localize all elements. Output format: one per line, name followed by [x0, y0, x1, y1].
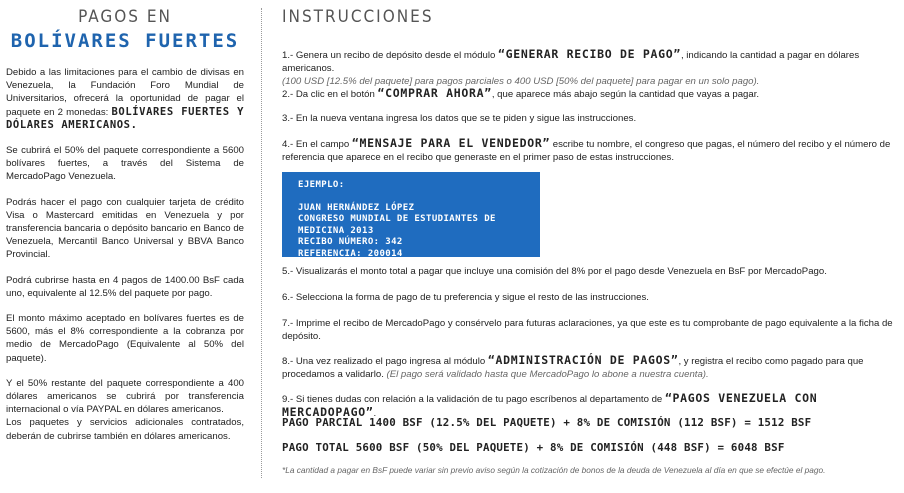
example-line-receipt: RECIBO NÚMERO: 342 — [298, 237, 403, 247]
left-title-main: BOLÍVARES FUERTES — [10, 30, 240, 52]
example-heading: EJEMPLO: — [298, 180, 345, 190]
step-2-text-b: , que aparece más abajo según la cantidad que vayas a pagar. — [491, 89, 760, 100]
left-paragraph-5: El monto máximo aceptado en bolívares fuertes es de 5600, más el 8% correspondiente a la cobranza por medio de MercadoPago (Equivalente al 50% del paquete). — [6, 313, 244, 364]
step-1-text-a: 1.- Genera un recibo de depósito desde el módulo — [282, 50, 498, 61]
left-title-top: PAGOS EN — [78, 7, 172, 27]
step-8-text-b: , y registra el recibo como pagado para que procedamos a validarlo. — [282, 356, 864, 381]
example-line-name: JUAN HERNÁNDEZ LÓPEZ — [298, 202, 415, 213]
step-4-text-a: 4.- En el campo — [282, 139, 352, 150]
step-8 — [282, 354, 900, 381]
partial-payment-total: PAGO PARCIAL 1400 BSF (12.5% DEL PAQUETE) + 8% DE COMISIÓN (112 BSF) = 1512 BSF — [282, 416, 812, 429]
right-column-header — [282, 6, 900, 38]
left-paragraph-2: Se cubrirá el 50% del paquete correspondiente a 5600 bolívares fuertes, a través del Sistema de MercadoPago Venezuela. — [6, 145, 244, 183]
full-payment-total: PAGO TOTAL 5600 BSF (50% DEL PAQUETE) + 8% DE COMISIÓN (448 BSF) = 6048 BSF — [282, 441, 785, 454]
step-8-text-a: 8.- Una vez realizado el pago ingresa al módulo — [282, 356, 488, 367]
step-8-keyword: “ADMINISTRACIÓN DE PAGOS” — [487, 353, 679, 367]
step-5: 5.- Visualizarás el monto total a pagar que incluye una comisión del 8% por el pago desde Venezuela en BsF por MercadoPago. — [282, 266, 827, 277]
step-1-note: (100 USD [12.5% del paquete] para pagos parciales o 400 USD [50% del paquete] para pagar en un solo pago). — [282, 76, 760, 88]
step-1-text-b: , indicando la cantidad a pagar en dólares americanos. — [282, 50, 860, 75]
example-box — [282, 172, 540, 257]
step-9-text-a: 9.- Si tienes dudas con relación a la validación de tu pago escríbenos al departamento de — [282, 394, 665, 405]
step-8-note: (El pago será validado hasta que MercadoPago lo abone a nuestra cuenta). — [386, 369, 709, 381]
example-line-congress: CONGRESO MUNDIAL DE ESTUDIANTES DE MEDICINA 2013 — [298, 214, 496, 236]
left-paragraph-6: Y el 50% restante del paquete correspondiente a 400 dólares americanos se cubrirá por transferencia internacional o vía PAYPAL en dólares americanos. — [6, 377, 244, 416]
currency-emphasis: BOLÍVARES FUERTES Y DÓLARES AMERICANOS. — [6, 105, 244, 131]
step-2 — [282, 87, 900, 101]
left-paragraph-1 — [6, 66, 244, 132]
step-2-text-a: 2.- Da clic en el botón — [282, 89, 378, 100]
left-column — [6, 8, 244, 443]
step-9-text-b: . — [373, 408, 377, 420]
step-6: 6.- Selecciona la forma de pago de tu preferencia y sigue el resto de las instrucciones. — [282, 292, 649, 303]
step-1 — [282, 48, 900, 89]
column-divider — [261, 8, 262, 478]
step-4-text-b: escribe tu nombre, el congreso que pagas, el número del recibo y el número de referencia que aparece en el recibo que generaste en el primer paso de estas instrucciones. — [282, 139, 891, 164]
step-2-keyword: “COMPRAR AHORA” — [377, 86, 492, 100]
example-line-reference: REFERENCIA: 200014 — [298, 248, 403, 259]
step-9-keyword: “PAGOS VENEZUELA CON MERCADOPAGO” — [282, 391, 818, 420]
instructions-title: INSTRUCCIONES — [282, 7, 434, 27]
left-paragraph-4: Podrá cubrirse hasta en 4 pagos de 1400.00 BsF cada uno, equivalente al 12.5% del paquete por pago. — [6, 274, 244, 299]
left-paragraph-3: Podrás hacer el pago con cualquier tarjeta de crédito Visa o Mastercard emitidas en Venezuela y por transferencia bancaria o depósito bancario en Banco de Venezuela, Mercantil Banco Universal y BBVA Banco Provincial. — [6, 196, 244, 261]
step-3: 3.- En la nueva ventana ingresa los datos que se te piden y sigue las instrucciones. — [282, 113, 637, 124]
left-paragraph-1-text: Debido a las limitaciones para el cambio de divisas en Venezuela, la Fundación Foro Mundial de Universitarios, ofrecerá la oportunidad de pagar el paquete en 2 monedas: — [6, 67, 244, 118]
left-paragraph-7: Los paquetes y servicios adicionales contratados, deberán de cubrirse también en dólares americanos. — [6, 417, 244, 442]
step-1-keyword: “GENERAR RECIBO DE PAGO” — [498, 47, 681, 61]
step-4 — [282, 137, 900, 164]
step-7: 7.- Imprime el recibo de MercadoPago y consérvelo para futuras aclaraciones, ya que este es tu comprobante de pago equivalente a la ficha de depósito. — [282, 318, 893, 343]
footnote: *La cantidad a pagar en BsF puede variar sin previo aviso según la cotización de bonos de la deuda de Venezuela al día en que se efectúe el pago. — [282, 465, 826, 475]
step-4-keyword: “MENSAJE PARA EL VENDEDOR” — [351, 136, 551, 150]
